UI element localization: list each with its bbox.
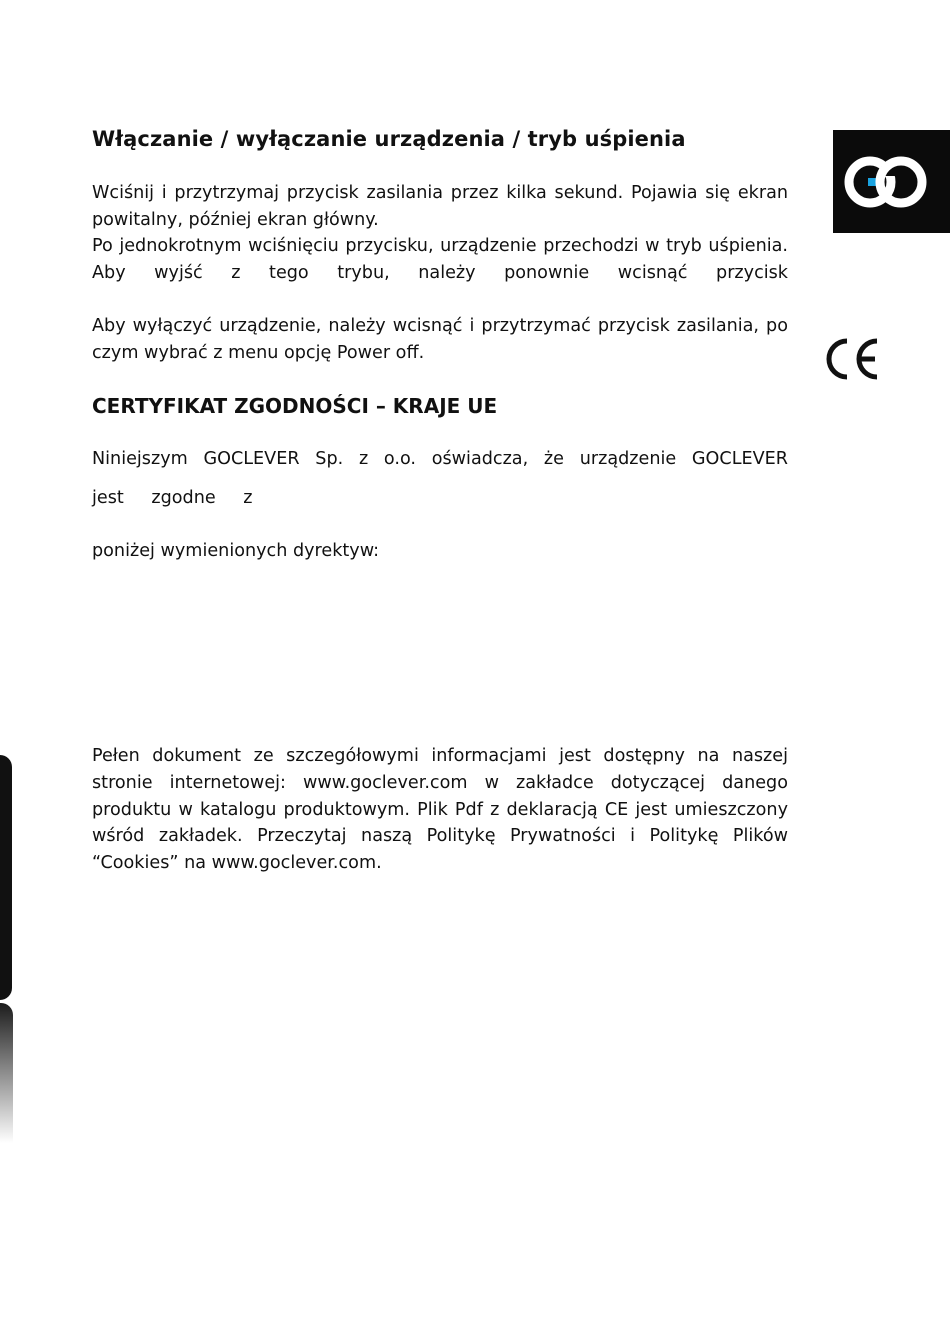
- ce-mark-icon: [822, 336, 884, 382]
- left-edge-tab: [0, 755, 12, 1000]
- power-off-paragraph: Aby wyłączyć urządzenie, należy wcisnąć i przytrzymać przycisk zasilania, po czym wybrać z menu opcję Power off.: [92, 316, 788, 363]
- directives-paragraph: poniżej wymienionych dyrektyw:: [92, 541, 380, 561]
- brand-logo-box: [833, 130, 950, 233]
- certificate-heading: CERTYFIKAT ZGODNOŚCI – KRAJE UE: [92, 394, 498, 418]
- sleep-mode-paragraph: Po jednokrotnym wciśnięciu przycisku, urządzenie przechodzi w tryb uśpienia. Aby wyjść z tego trybu, należy ponownie wcisnąć przycisk: [92, 236, 788, 283]
- power-section-heading: Włączanie / wyłączanie urządzenia / tryb uśpienia: [92, 127, 686, 151]
- full-document-paragraph: Pełen dokument ze szczegółowymi informacjami jest dostępny na naszej stronie internetowej: www.goclever.com w zakładce dotyczącej danego produktu w katalogu produktowym. Plik Pdf z deklaracją CE jest umieszczony wśród zakładek. Przeczytaj naszą Politykę Prywatności i Politykę Plików “Cookies” na www.goclever.com.: [92, 746, 788, 874]
- declaration-paragraph: Niniejszym GOCLEVER Sp. z o.o. oświadcza, że urządzenie GOCLEVER: [92, 449, 788, 469]
- power-on-paragraph: Wciśnij i przytrzymaj przycisk zasilania przez kilka sekund. Pojawia się ekran powitalny, później ekran główny.: [92, 183, 788, 230]
- conformity-paragraph: jest zgodne z: [92, 488, 253, 508]
- left-edge-tab-fade: [0, 1003, 13, 1143]
- goclever-logo-icon: [843, 152, 943, 212]
